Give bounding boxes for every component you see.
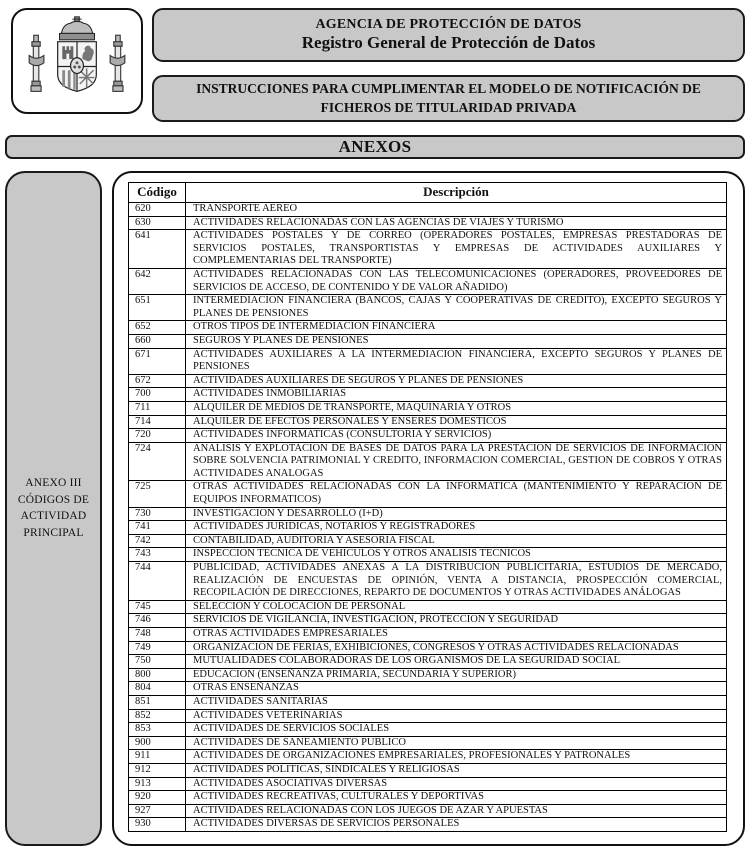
description-cell: INSPECCION TECNICA DE VEHICULOS Y OTROS ANALISIS TECNICOS <box>186 548 727 562</box>
table-row <box>129 429 727 443</box>
description-cell: ALQUILER DE EFECTOS PERSONALES Y ENSERES DOMESTICOS <box>186 415 727 429</box>
code-cell: 911 <box>129 750 186 764</box>
code-cell: 920 <box>129 791 186 805</box>
table-row <box>129 736 727 750</box>
description-cell: ACTIVIDADES AUXILIARES A LA INTERMEDIACION FINANCIERA, EXCEPTO SEGUROS Y PLANES DE PENSIONES <box>186 348 727 374</box>
table-row <box>129 763 727 777</box>
table-row <box>129 600 727 614</box>
code-cell: 651 <box>129 295 186 321</box>
code-column-header: Código <box>129 183 186 203</box>
table-row <box>129 641 727 655</box>
description-cell: ACTIVIDADES POSTALES Y DE CORREO (OPERADORES POSTALES, EMPRESAS PRESTADORAS DE SERVICIOS POSTALES, TRANSPORTISTAS Y EMPRESAS DE ACTIVIDADES AUXILIARES Y COMPLEMENTARIAS DEL TRANSPORTE) <box>186 230 727 269</box>
table-row <box>129 521 727 535</box>
agency-title-box <box>152 8 745 62</box>
description-cell: ORGANIZACIÓN DE FERIAS, EXHIBICIONES, CONGRESOS Y OTRAS ACTIVIDADES RELACIONADAS <box>186 641 727 655</box>
table-row <box>129 401 727 415</box>
code-cell: 642 <box>129 268 186 294</box>
table-row <box>129 295 727 321</box>
description-cell: ACTIVIDADES VETERINARIAS <box>186 709 727 723</box>
code-cell: 745 <box>129 600 186 614</box>
description-cell: ALQUILER DE MEDIOS DE TRANSPORTE, MAQUINARIA Y OTROS <box>186 401 727 415</box>
table-row <box>129 668 727 682</box>
table-row <box>129 548 727 562</box>
description-cell: INTERMEDIACION FINANCIERA (BANCOS, CAJAS Y COOPERATIVAS DE CREDITO), EXCEPTO SEGUROS Y PLANES DE PENSIONES <box>186 295 727 321</box>
annex-sidebar <box>5 171 102 846</box>
description-cell: ACTIVIDADES DE SANEAMIENTO PUBLICO <box>186 736 727 750</box>
description-cell: PUBLICIDAD, ACTIVIDADES ANEXAS A LA DISTRIBUCION PUBLICITARIA, ESTUDIOS DE MERCADO, REALIZACIÓN DE ENCUESTAS DE OPINIÓN, VENTA A DISTANCIA, PROSPECCIÓN COMERCIAL, RECOPILACIÓN DE DIRECCIONES, REPARTO DE DOCUMENTOS Y OTRAS ACTIVIDADES ANÁLOGAS <box>186 562 727 601</box>
code-cell: 744 <box>129 562 186 601</box>
code-cell: 671 <box>129 348 186 374</box>
code-cell: 851 <box>129 695 186 709</box>
table-row <box>129 709 727 723</box>
code-cell: 746 <box>129 614 186 628</box>
code-cell: 652 <box>129 321 186 335</box>
description-cell: OTRAS ACTIVIDADES RELACIONADAS CON LA INFORMATICA (MANTENIMIENTO Y REPARACION DE EQUIPOS INFORMATICOS) <box>186 481 727 507</box>
code-cell: 630 <box>129 216 186 230</box>
code-cell: 720 <box>129 429 186 443</box>
description-cell: ACTIVIDADES DIVERSAS DE SERVICIOS PERSONALES <box>186 818 727 832</box>
table-row <box>129 230 727 269</box>
code-cell: 672 <box>129 374 186 388</box>
registry-name: Registro General de Protección de Datos <box>301 33 596 52</box>
table-row <box>129 507 727 521</box>
table-row <box>129 374 727 388</box>
code-cell: 913 <box>129 777 186 791</box>
code-cell: 804 <box>129 682 186 696</box>
description-cell: ACTIVIDADES AUXILIARES DE SEGUROS Y PLANES DE PENSIONES <box>186 374 727 388</box>
code-cell: 641 <box>129 230 186 269</box>
table-row <box>129 481 727 507</box>
code-cell: 749 <box>129 641 186 655</box>
table-row <box>129 562 727 601</box>
table-header-row <box>129 183 727 203</box>
description-cell: EDUCACION (ENSEÑANZA PRIMARIA, SECUNDARIA Y SUPERIOR) <box>186 668 727 682</box>
code-cell: 853 <box>129 723 186 737</box>
codes-table-wrapper <box>112 171 745 846</box>
code-cell: 660 <box>129 334 186 348</box>
table-row <box>129 442 727 481</box>
code-cell: 742 <box>129 534 186 548</box>
description-column-header: Descripción <box>186 183 727 203</box>
description-cell: ACTIVIDADES INFORMATICAS (CONSULTORIA Y SERVICIOS) <box>186 429 727 443</box>
code-cell: 912 <box>129 763 186 777</box>
code-cell: 852 <box>129 709 186 723</box>
codes-table-body <box>129 203 727 832</box>
code-cell: 750 <box>129 655 186 669</box>
code-cell: 743 <box>129 548 186 562</box>
description-cell: MUTUALIDADES COLABORADORAS DE LOS ORGANISMOS DE LA SEGURIDAD SOCIAL <box>186 655 727 669</box>
anexos-section-bar <box>5 135 745 159</box>
table-row <box>129 804 727 818</box>
table-row <box>129 203 727 217</box>
code-cell: 748 <box>129 628 186 642</box>
description-cell: ACTIVIDADES SANITARIAS <box>186 695 727 709</box>
description-cell: ACTIVIDADES RELACIONADAS CON LAS AGENCIAS DE VIAJES Y TURISMO <box>186 216 727 230</box>
table-row <box>129 695 727 709</box>
table-row <box>129 750 727 764</box>
description-cell: ACTIVIDADES INMOBILIARIAS <box>186 388 727 402</box>
code-cell: 730 <box>129 507 186 521</box>
table-row <box>129 818 727 832</box>
code-cell: 620 <box>129 203 186 217</box>
description-cell: ACTIVIDADES JURIDICAS, NOTARIOS Y REGISTRADORES <box>186 521 727 535</box>
table-row <box>129 415 727 429</box>
agency-name: AGENCIA DE PROTECCIÓN DE DATOS <box>315 17 582 32</box>
code-cell: 800 <box>129 668 186 682</box>
description-cell: SEGUROS Y PLANES DE PENSIONES <box>186 334 727 348</box>
code-cell: 700 <box>129 388 186 402</box>
instructions-box <box>152 75 745 122</box>
description-cell: ACTIVIDADES DE ORGANIZACIONES EMPRESARIALES, PROFESIONALES Y PATRONALES <box>186 750 727 764</box>
document-header <box>11 8 745 122</box>
annex-sidebar-label: ANEXO III CÓDIGOS DE ACTIVIDAD PRINCIPAL <box>17 477 90 540</box>
table-row <box>129 682 727 696</box>
description-cell: ACTIVIDADES RECREATIVAS, CULTURALES Y DEPORTIVAS <box>186 791 727 805</box>
header-title-boxes <box>152 8 745 122</box>
description-cell: ACTIVIDADES RELACIONADAS CON LOS JUEGOS DE AZAR Y APUESTAS <box>186 804 727 818</box>
description-cell: ACTIVIDADES DE SERVICIOS SOCIALES <box>186 723 727 737</box>
code-cell: 714 <box>129 415 186 429</box>
table-row <box>129 268 727 294</box>
table-row <box>129 388 727 402</box>
description-cell: CONTABILIDAD, AUDITORIA Y ASESORIA FISCAL <box>186 534 727 548</box>
table-row <box>129 534 727 548</box>
table-row <box>129 321 727 335</box>
spain-coat-of-arms-icon <box>26 15 128 107</box>
description-cell: OTROS TIPOS DE INTERMEDIACION FINANCIERA <box>186 321 727 335</box>
description-cell: OTRAS ENSEÑANZAS <box>186 682 727 696</box>
code-cell: 930 <box>129 818 186 832</box>
annex-content <box>5 171 745 846</box>
description-cell: ANALISIS Y EXPLOTACION DE BASES DE DATOS PARA LA PRESTACION DE SERVICIOS DE INFORMACION SOBRE SOLVENCIA PATRIMONIAL Y CREDITO, INFORMACION COMERCIAL, GESTION DE COBROS Y OTRAS ACTIVIDADES ANALOGAS <box>186 442 727 481</box>
coat-of-arms-box <box>11 8 143 114</box>
description-cell: TRANSPORTE AEREO <box>186 203 727 217</box>
table-row <box>129 655 727 669</box>
anexos-section-title: ANEXOS <box>338 137 412 156</box>
activity-codes-table <box>128 182 727 832</box>
table-row <box>129 723 727 737</box>
code-cell: 711 <box>129 401 186 415</box>
description-cell: SERVICIOS DE VIGILANCIA, INVESTIGACION, PROTECCION Y SEGURIDAD <box>186 614 727 628</box>
description-cell: OTRAS ACTIVIDADES EMPRESARIALES <box>186 628 727 642</box>
code-cell: 927 <box>129 804 186 818</box>
code-cell: 724 <box>129 442 186 481</box>
description-cell: INVESTIGACION Y DESARROLLO (I+D) <box>186 507 727 521</box>
code-cell: 741 <box>129 521 186 535</box>
table-row <box>129 216 727 230</box>
description-cell: ACTIVIDADES RELACIONADAS CON LAS TELECOMUNICACIONES (OPERADORES, PROVEEDORES DE SERVICIOS DE ACCESO, DE CONTENIDO Y DE VALOR AÑADIDO) <box>186 268 727 294</box>
table-row <box>129 777 727 791</box>
table-row <box>129 628 727 642</box>
description-cell: ACTIVIDADES ASOCIATIVAS DIVERSAS <box>186 777 727 791</box>
description-cell: SELECCIÓN Y COLOCACION DE PERSONAL <box>186 600 727 614</box>
table-row <box>129 614 727 628</box>
table-row <box>129 348 727 374</box>
description-cell: ACTIVIDADES POLITICAS, SINDICALES Y RELIGIOSAS <box>186 763 727 777</box>
code-cell: 900 <box>129 736 186 750</box>
instructions-title: INSTRUCCIONES PARA CUMPLIMENTAR EL MODELO DE NOTIFICACIÓN DE FICHEROS DE TITULARIDAD PRIVADA <box>196 81 701 115</box>
table-row <box>129 791 727 805</box>
code-cell: 725 <box>129 481 186 507</box>
table-row <box>129 334 727 348</box>
